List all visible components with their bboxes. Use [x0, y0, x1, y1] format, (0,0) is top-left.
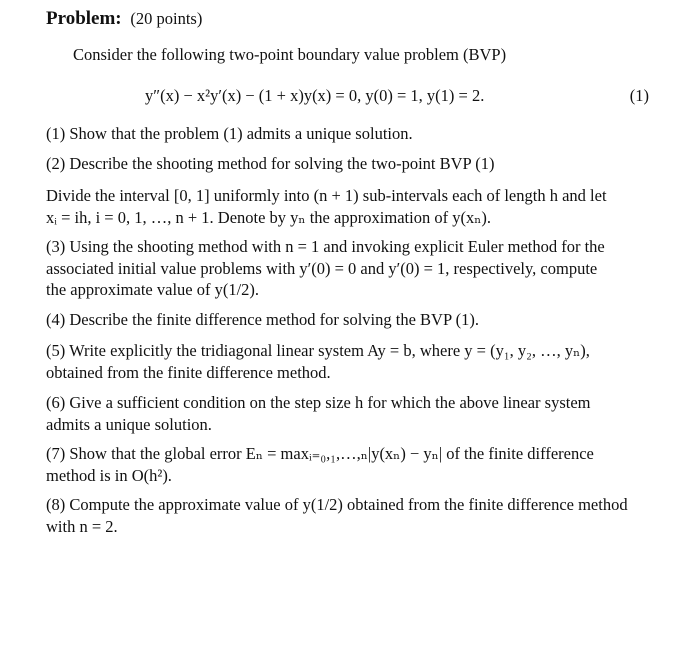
discretization-line-2: xᵢ = ih, i = 0, 1, …, n + 1. Denote by yₙ the approximation of y(xₙ). — [46, 207, 491, 227]
question-3-line-2: associated initial value problems with y′(0) = 0 and y′(0) = 1, respectively, compute — [46, 258, 598, 278]
problem-title: Problem: — [46, 8, 122, 29]
question-5-line-2: obtained from the finite difference method. — [46, 362, 331, 382]
question-6 — [46, 392, 652, 435]
question-7-line-1: (7) Show that the global error Eₙ = maxᵢ₌₀,₁,…,ₙ|y(xₙ) − yₙ| of the finite difference — [46, 444, 594, 463]
question-7-line-2: method is in O(h²). — [46, 465, 172, 485]
question-3-line-1: (3) Using the shooting method with n = 1 and invoking explicit Euler method for the — [46, 237, 605, 256]
question-1 — [46, 123, 652, 145]
question-7 — [46, 443, 652, 486]
discretization-line-1: Divide the interval [0, 1] uniformly into (n + 1) sub-intervals each of length h and let — [46, 186, 607, 205]
question-8-line-2: with n = 2. — [46, 516, 118, 536]
question-4 — [46, 309, 652, 331]
intro-text: Consider the following two-point boundary value problem (BVP) — [73, 45, 507, 64]
question-3 — [46, 236, 652, 301]
question-2-text: (2) Describe the shooting method for solving the two-point BVP (1) — [46, 154, 495, 173]
problem-points: (20 points) — [130, 9, 203, 28]
problem-header — [46, 8, 202, 30]
question-5 — [46, 340, 652, 383]
bvp-equation: y″(x) − x²y′(x) − (1 + x)y(x) = 0, y(0) = 1, y(1) = 2. — [145, 86, 485, 105]
question-3-line-3: the approximate value of y(1/2). — [46, 280, 260, 299]
discretization-paragraph — [46, 185, 652, 228]
question-5-line-1: (5) Write explicitly the tridiagonal linear system Ay = b, where y = (y₁, y₂, …, yₙ), — [46, 341, 590, 360]
question-4-text: (4) Describe the finite difference method for solving the BVP (1). — [46, 310, 479, 329]
question-2 — [46, 153, 652, 175]
question-1-text: (1) Show that the problem (1) admits a unique solution. — [46, 124, 413, 143]
question-6-line-2: admits a unique solution. — [46, 414, 212, 434]
equation-number: (1) — [629, 86, 649, 105]
question-8-line-1: (8) Compute the approximate value of y(1/2) obtained from the finite difference method — [46, 495, 628, 514]
question-8 — [46, 494, 652, 537]
question-6-line-1: (6) Give a sufficient condition on the step size h for which the above linear system — [46, 393, 591, 412]
